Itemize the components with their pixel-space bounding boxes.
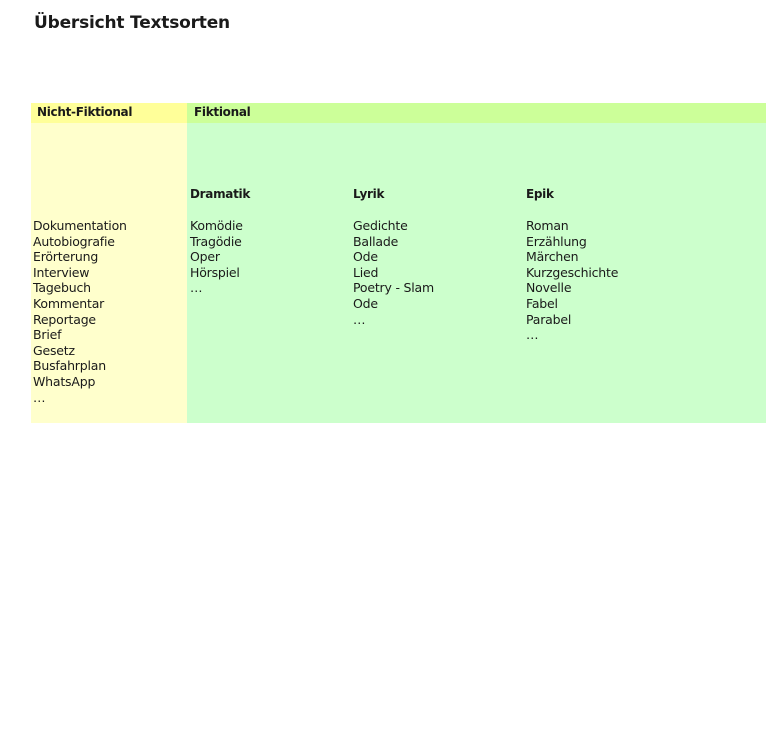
list-item: Tagebuch: [33, 280, 91, 296]
list-item: Gesetz: [33, 342, 75, 358]
list-item: Novelle: [526, 280, 572, 296]
list-item: Oper: [190, 249, 220, 265]
list-item: Poetry - Slam: [353, 280, 434, 296]
list-item: Ballade: [353, 233, 399, 249]
nicht-fiktional-list: [33, 218, 127, 405]
list-item: Märchen: [526, 249, 579, 265]
list-item: …: [33, 389, 46, 405]
list-item: Hörspiel: [190, 264, 240, 280]
list-item: Fabel: [526, 295, 558, 311]
list-item: Gedichte: [353, 218, 408, 233]
list-item: Erörterung: [33, 249, 99, 265]
list-item: Ode: [353, 295, 378, 311]
lyrik-list: [353, 218, 434, 327]
list-item: Autobiografie: [33, 233, 115, 249]
list-item: Kommentar: [33, 295, 105, 311]
fiktional-header: Fiktional: [194, 105, 251, 119]
list-item: …: [190, 280, 203, 296]
list-item: Kurzgeschichte: [526, 264, 619, 280]
list-item: Lied: [353, 264, 379, 280]
list-item: Parabel: [526, 311, 572, 327]
list-item: …: [353, 311, 366, 327]
epik-list: [526, 218, 618, 343]
epik-header: Epik: [526, 187, 554, 201]
fiktional-header-cell: [187, 103, 766, 123]
list-item: Dokumentation: [33, 218, 127, 233]
list-item: Roman: [526, 218, 569, 233]
list-item: WhatsApp: [33, 373, 96, 389]
fiktional-column: [187, 103, 766, 423]
list-item: Tragödie: [190, 233, 242, 249]
list-item: Interview: [33, 264, 90, 280]
list-item: Erzählung: [526, 233, 587, 249]
dramatik-list: [190, 218, 243, 296]
list-item: Ode: [353, 249, 378, 265]
list-item: Komödie: [190, 218, 243, 233]
lyrik-header: Lyrik: [353, 187, 385, 201]
page-title: Übersicht Textsorten: [34, 13, 230, 33]
nicht-fiktional-header: Nicht-Fiktional: [37, 105, 133, 119]
list-item: Reportage: [33, 311, 96, 327]
dramatik-header: Dramatik: [190, 187, 251, 201]
list-item: …: [526, 327, 539, 343]
list-item: Busfahrplan: [33, 358, 106, 374]
list-item: Brief: [33, 327, 62, 343]
